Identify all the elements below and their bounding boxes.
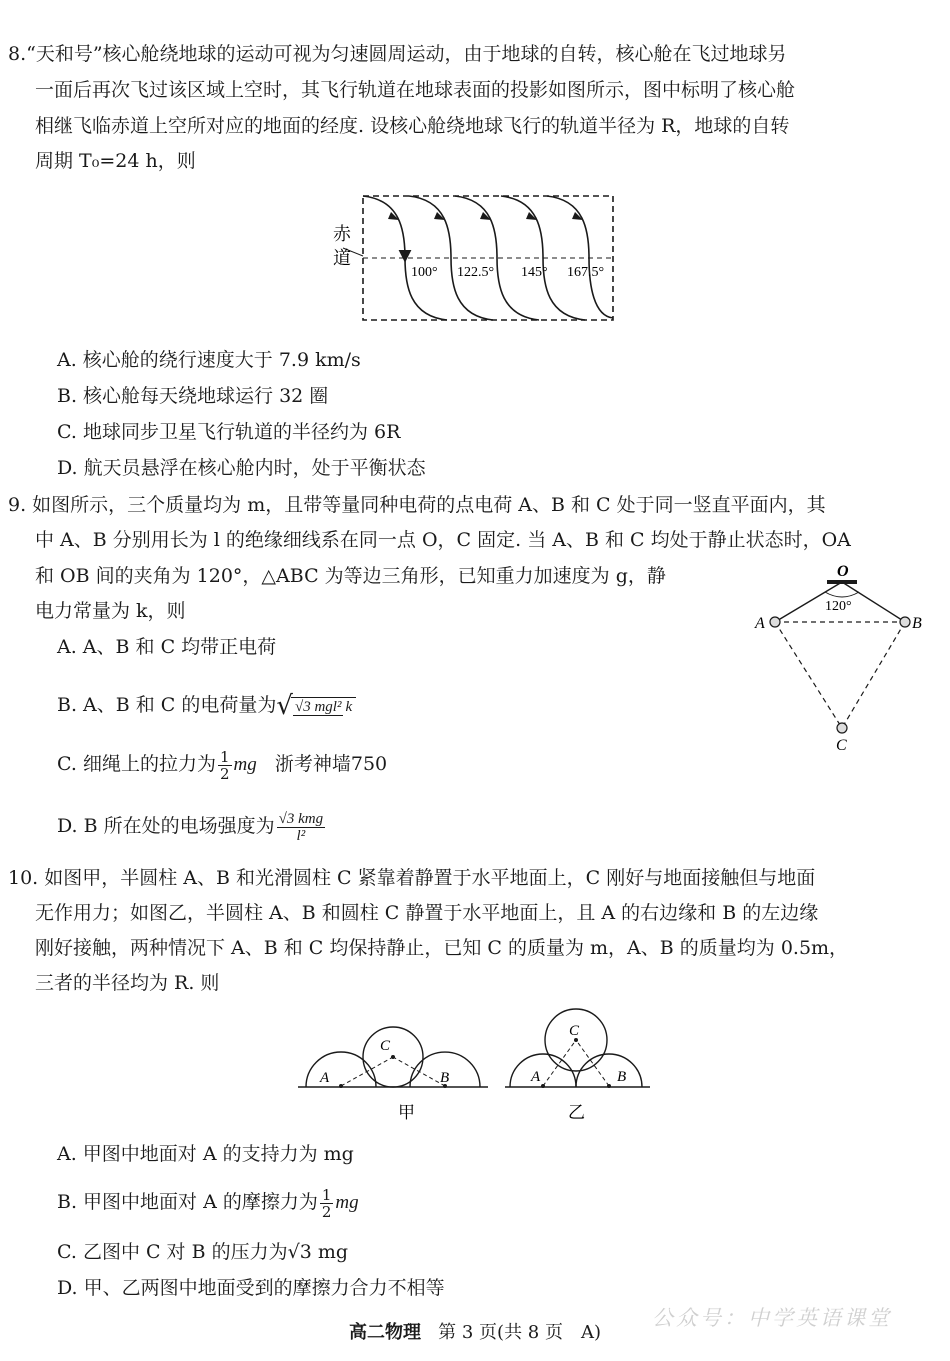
point-c-label: C <box>836 737 847 754</box>
q10-option-d: D. 甲、乙两图中地面受到的摩擦力合力不相等 <box>57 1277 445 1299</box>
q10-line-4: 三者的半径均为 R. 则 <box>35 972 220 994</box>
q8-option-d: D. 航天员悬浮在核心舱内时，处于平衡状态 <box>57 457 426 479</box>
q8-line-4: 周期 T₀=24 h，则 <box>35 150 196 172</box>
q9-line-2: 中 A、B 分别用长为 l 的绝缘细线系在同一点 O，C 固定. 当 A、B 和 C 均处于静止状态时，OA <box>35 529 851 551</box>
footer-page: 第 3 页(共 8 页 A) <box>438 1322 601 1343</box>
q10-option-c: C. 乙图中 C 对 B 的压力为√3 mg <box>57 1241 349 1263</box>
jia-c-label: C <box>380 1038 391 1054</box>
yi-c-label: C <box>569 1023 580 1039</box>
ground-track-5 <box>547 196 613 318</box>
angle-label: 120° <box>825 599 852 614</box>
q10-figure-jia <box>298 1020 488 1130</box>
q9-option-d: D. B 所在处的电场强度为 $\frac{\text{√3 kmg}}{\text{l²}}$ <box>57 810 324 844</box>
q8-option-b: B. 核心舱每天绕地球运行 32 圈 <box>57 385 329 407</box>
footer-subject: 高二物理 <box>348 1322 421 1343</box>
q9-charges-figure <box>745 560 940 755</box>
watermark: 公众号：中学英语课堂 <box>652 1306 892 1330</box>
q9-line-1: 9. 如图所示，三个质量均为 m，且带等量同种电荷的点电荷 A、B 和 C 处于同一竖直平面内，其 <box>8 494 826 516</box>
q8-option-a: A. 核心舱的绕行速度大于 7.9 km/s <box>57 349 361 371</box>
q10-line-1: 10. 如图甲，半圆柱 A、B 和光滑圆柱 C 紧靠着静置于水平地面上，C 刚好与地面接触但与地面 <box>8 867 816 889</box>
yi-a-label: A <box>531 1069 541 1085</box>
q8-line-3: 相继飞临赤道上空所对应的地面的经度. 设核心舱绕地球飞行的轨道半径为 R，地球的自转 <box>35 115 790 137</box>
longitude-1: 100° <box>411 265 438 280</box>
equator-label-1: 赤 <box>333 224 351 244</box>
q9-option-c: C. 细绳上的拉力为 $\frac{1}{2}$ mg 浙考神墙750 <box>57 747 388 783</box>
equator-label-2: 道 <box>333 248 351 268</box>
q8-line-2: 一面后再次飞过该区域上空时，其飞行轨道在地球表面的投影如图所示，图中标明了核心舱 <box>35 79 796 101</box>
q9-line-4: 电力常量为 k，则 <box>35 600 186 622</box>
q8-line-1: 8.“天和号”核心舱绕地球的运动可视为匀速圆周运动，由于地球的自转，核心舱在飞过地球另 <box>8 43 787 65</box>
point-o-label: O <box>837 563 849 580</box>
q10-line-3: 刚好接触，两种情况下 A、B 和 C 均保持静止，已知 C 的质量为 m，A、B 的质量均为 0.5m， <box>35 937 849 959</box>
q10-option-b: B. 甲图中地面对 A 的摩擦力为 $\frac{1}{2}$ mg <box>57 1185 359 1221</box>
yi-b-label: B <box>617 1069 627 1085</box>
q10-line-2: 无作用力；如图乙，半圆柱 A、B 和圆柱 C 静置于水平地面上，且 A 的右边缘和 B 的左边缘 <box>35 902 819 924</box>
longitude-3: 145° <box>521 265 548 280</box>
q10-option-a: A. 甲图中地面对 A 的支持力为 mg <box>57 1143 354 1165</box>
longitude-2: 122.5° <box>457 265 495 280</box>
jia-b-label: B <box>440 1070 450 1086</box>
longitude-4: 167.5° <box>567 265 605 280</box>
q8-orbit-figure <box>325 190 625 330</box>
q9-option-a: A. A、B 和 C 均带正电荷 <box>57 636 277 658</box>
q9-line-3: 和 OB 间的夹角为 120°，△ABC 为等边三角形，已知重力加速度为 g，静 <box>35 565 666 587</box>
point-a-label: A <box>755 615 765 632</box>
point-b-label: B <box>912 615 922 632</box>
q9-option-b: B. A、B 和 C 的电荷量为√ √3 mgl² k <box>57 687 358 724</box>
q10-figure-yi <box>505 1005 650 1130</box>
jia-caption: 甲 <box>398 1103 415 1122</box>
jia-a-label: A <box>320 1070 330 1086</box>
q8-option-c: C. 地球同步卫星飞行轨道的半径约为 6R <box>57 421 401 443</box>
yi-caption: 乙 <box>568 1103 585 1122</box>
